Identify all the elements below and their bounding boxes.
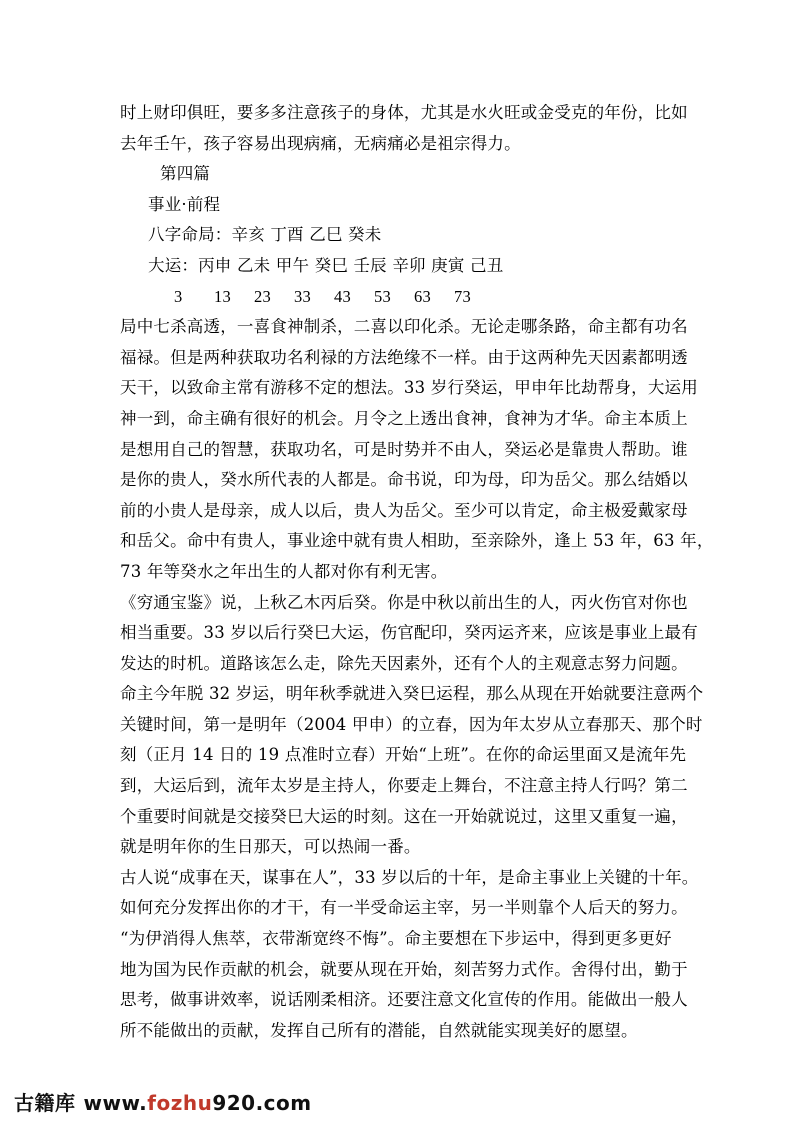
paragraph-line: 73 年等癸水之年出生的人都对你有利无害。 [120, 561, 448, 581]
paragraph-line: 局中七杀高透，一喜食神制杀，二喜以印化杀。无论走哪条路，命主都有功名 [120, 317, 688, 337]
luck-age: 33 [294, 286, 311, 306]
paragraph-line: 地为国为民作贡献的机会，就要从现在开始，刻苦努力式作。舍得付出，勤于 [120, 959, 688, 979]
section-heading: 第四篇 [160, 164, 211, 184]
paragraph-line: 关键时间，第一是明年（2004 甲申）的立春，因为年太岁从立春那天、那个时 [120, 714, 703, 734]
section-subheading: 事业·前程 [148, 194, 221, 214]
luck-age: 23 [254, 286, 271, 306]
paragraph-line: 《穷通宝鉴》说，上秋乙木丙后癸。你是中秋以前出生的人，丙火伤官对你也 [120, 592, 688, 612]
paragraph-line: “为伊消得人焦萃，衣带渐宽终不悔”。命主要想在下步运中，得到更多更好 [120, 929, 672, 949]
paragraph-line: 和岳父。命中有贵人，事业途中就有贵人相助，至亲除外，逢上 53 年，63 年， [120, 531, 714, 551]
paragraph-line: 神一到，命主确有很好的机会。月令之上透出食神，食神为才华。命主本质上 [120, 408, 688, 428]
paragraph-line: 时上财印俱旺，要多多注意孩子的身体，尤其是水火旺或金受克的年份，比如 [120, 103, 688, 122]
body-text [120, 98, 714, 1046]
paragraph-line: 所不能做出的贡献，发挥自己所有的潜能，自然就能实现美好的愿望。 [120, 1020, 638, 1040]
luck-pillars-line: 大运：丙申 乙未 甲午 癸巳 壬辰 辛卯 庚寅 己丑 [148, 255, 504, 275]
paragraph-line: 前的小贵人是母亲，成人以后，贵人为岳父。至少可以肯定，命主极爱戴家母 [120, 500, 688, 520]
paragraph-line: 个重要时间就是交接癸巳大运的时刻。这在一开始就说过，这里又重复一遍， [120, 806, 688, 826]
footer-url-tld: .com [255, 1091, 312, 1115]
luck-age: 3 [174, 286, 183, 306]
paragraph-line: 相当重要。33 岁以后行癸巳大运，伤官配印，癸丙运齐来，应该是事业上最有 [120, 623, 698, 643]
footer-url-accent: fozhu [147, 1091, 213, 1115]
paragraph-line: 福禄。但是两种获取功名利禄的方法绝缘不一样。由于这两种先天因素都明透 [120, 347, 688, 367]
footer-url-prefix: www. [83, 1091, 148, 1115]
footer-url-number: 920 [212, 1091, 256, 1115]
paragraph-line: 古人说“成事在天，谋事在人”，33 岁以后的十年，是命主事业上关键的十年。 [120, 867, 699, 887]
luck-ages-line [120, 282, 685, 313]
footer-watermark [14, 1087, 312, 1116]
paragraph-line: 如何充分发挥出你的才干，有一半受命运主宰，另一半则靠个人后天的努力。 [120, 898, 688, 918]
luck-age: 43 [334, 286, 351, 306]
luck-age: 73 [454, 286, 471, 306]
paragraph-line: 刻（正月 14 日的 19 点准时立春）开始“上班”。在你的命运里面又是流年先 [120, 745, 687, 765]
paragraph-line: 天干，以致命主常有游移不定的想法。33 岁行癸运，甲申年比劫帮身，大运用 [120, 378, 698, 398]
paragraph-line: 思考，做事讲效率，说话刚柔相济。还要注意文化宣传的作用。能做出一般人 [120, 990, 688, 1010]
paragraph-line: 是你的贵人，癸水所代表的人都是。命书说，印为母，印为岳父。那么结婚以 [120, 470, 688, 490]
bazi-chart-line: 八字命局：辛亥 丁酉 乙巳 癸未 [148, 225, 382, 245]
luck-age: 53 [374, 286, 391, 306]
luck-age: 13 [214, 286, 231, 306]
paragraph-line: 是想用自己的智慧，获取功名，可是时势并不由人，癸运必是靠贵人帮助。谁 [120, 439, 688, 459]
paragraph-line: 命主今年脱 32 岁运，明年秋季就进入癸巳运程，那么从现在开始就要注意两个 [120, 684, 704, 704]
site-name: 古籍库 [14, 1091, 76, 1115]
luck-age: 63 [414, 286, 431, 306]
paragraph-line: 就是明年你的生日那天，可以热闹一番。 [120, 837, 421, 857]
paragraph-line: 发达的时机。道路该怎么走，除先天因素外，还有个人的主观意志努力问题。 [120, 653, 688, 673]
paragraph-line: 到，大运后到，流年太岁是主持人，你要走上舞台，不注意主持人行吗？第二 [120, 776, 688, 796]
paragraph-line: 去年壬午，孩子容易出现病痛，无病痛必是祖宗得力。 [120, 133, 521, 153]
